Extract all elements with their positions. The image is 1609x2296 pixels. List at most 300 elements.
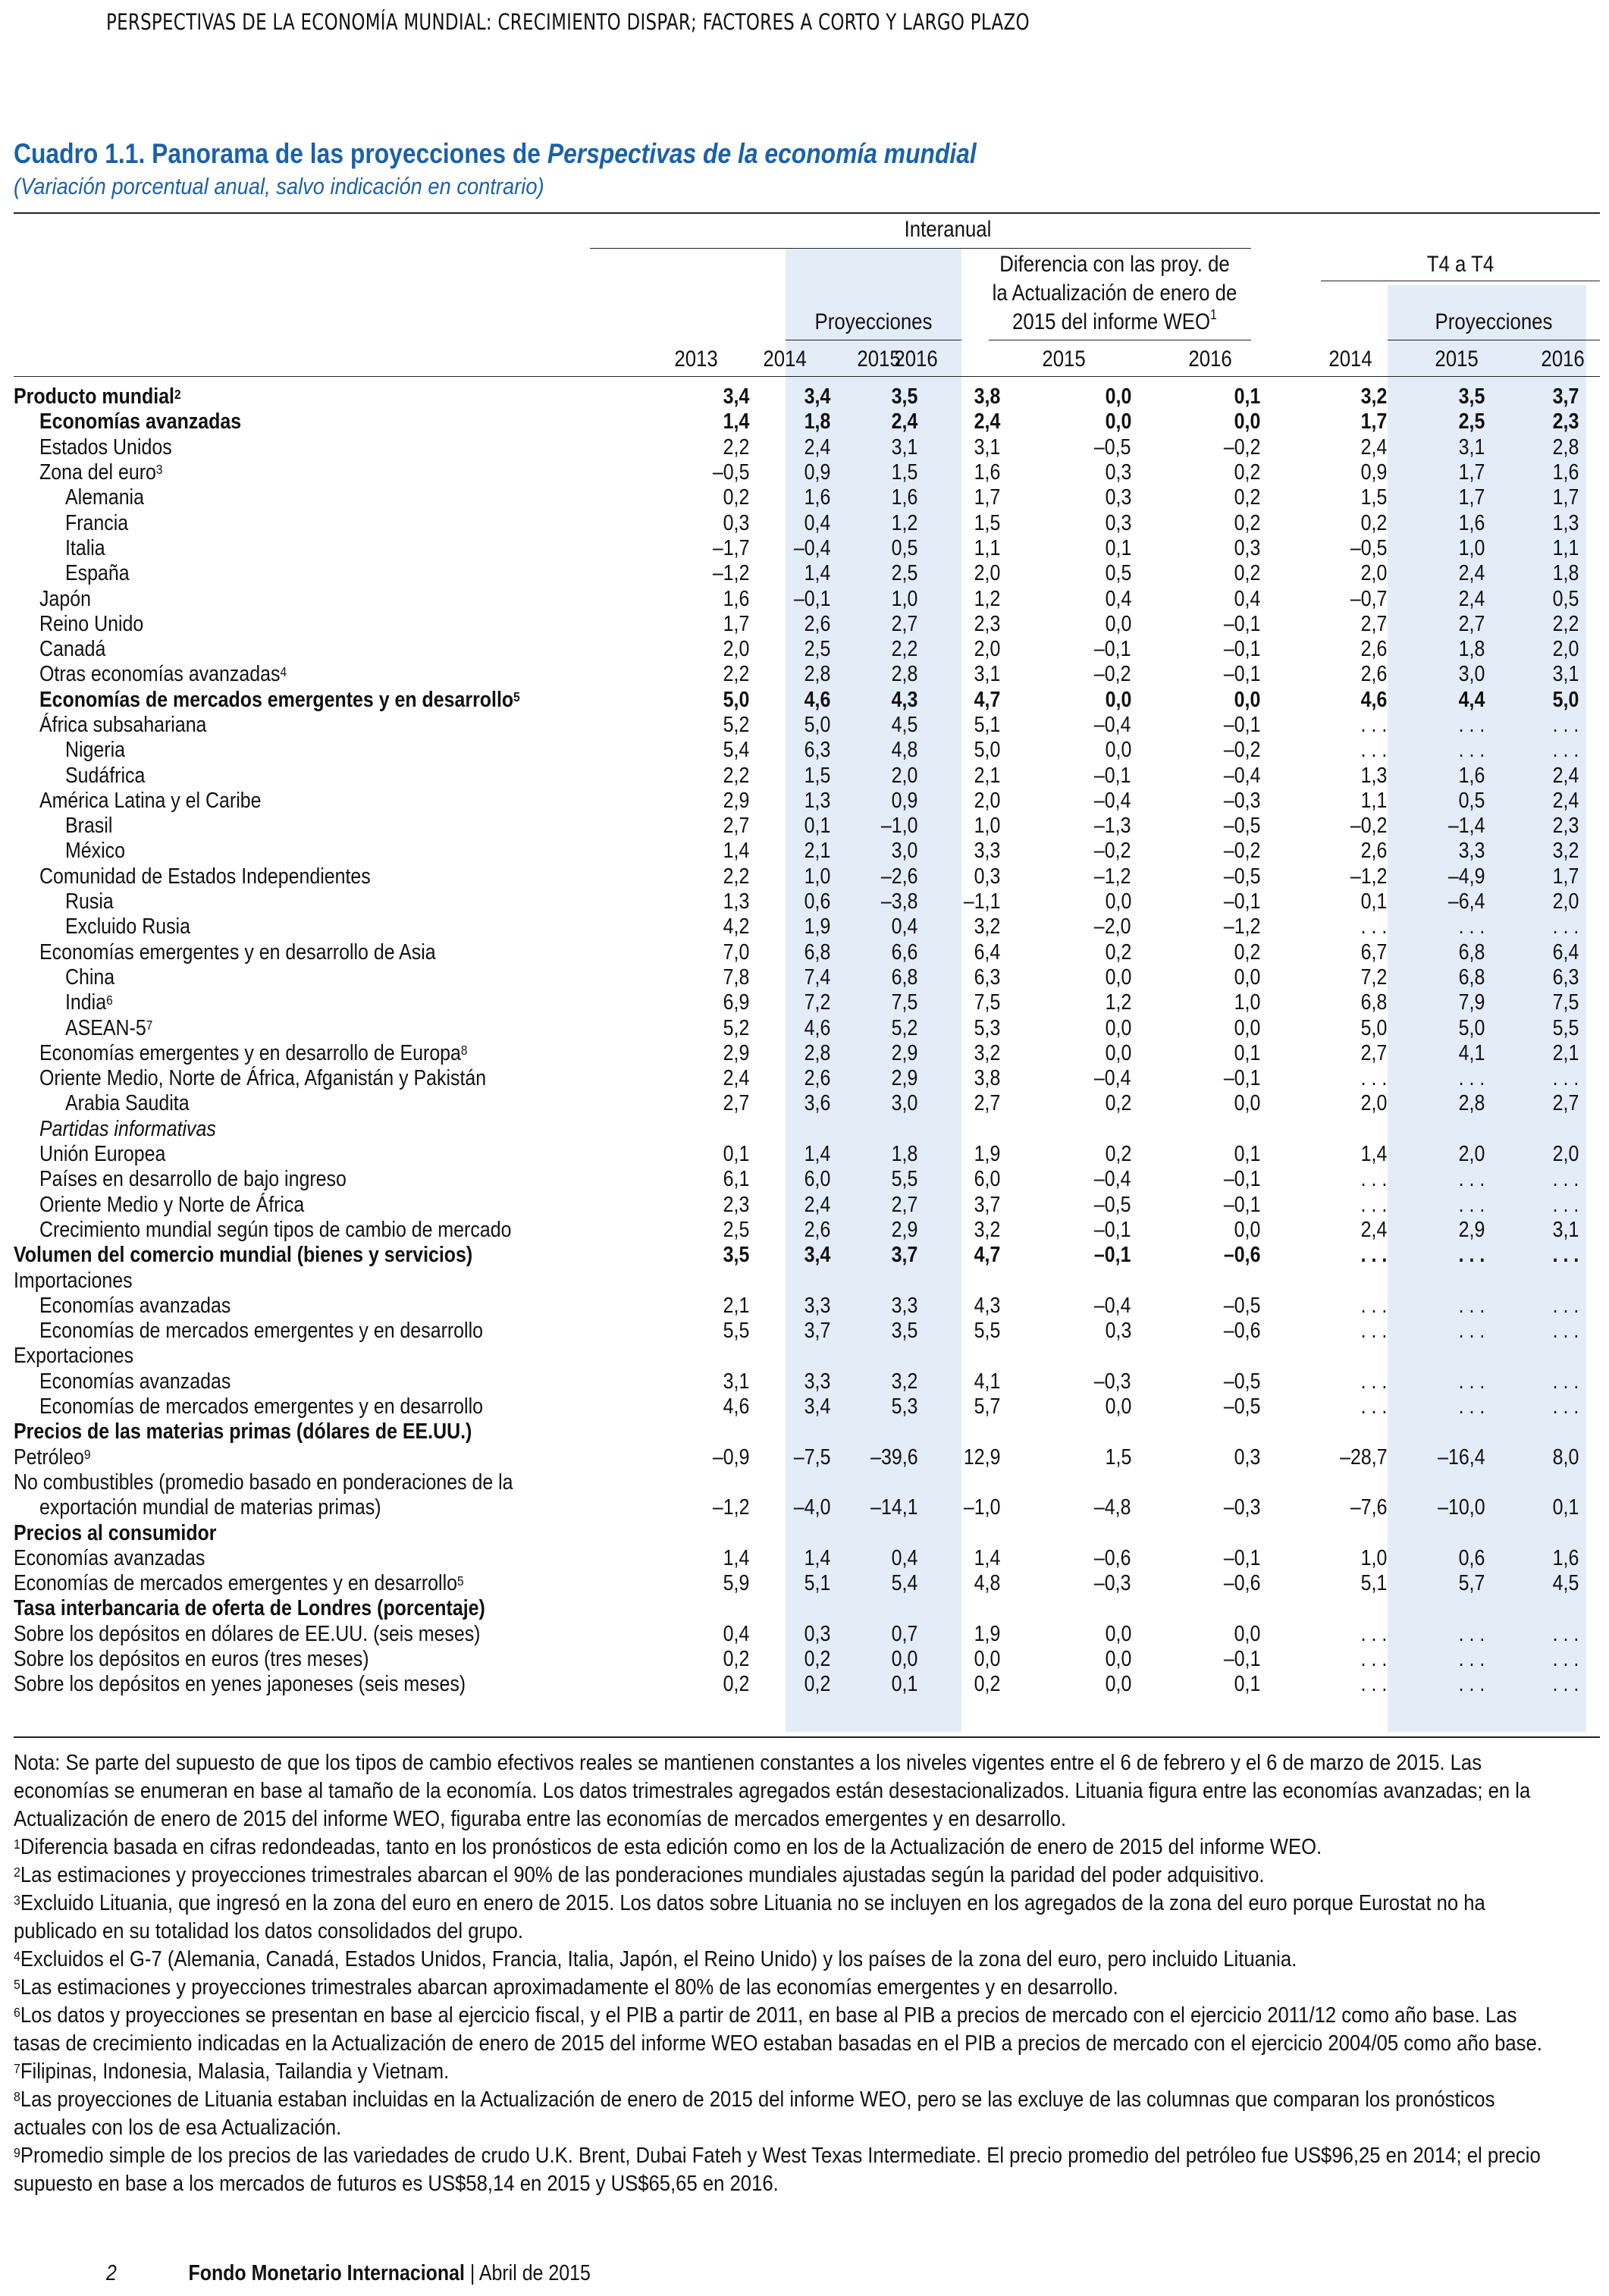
- cell-text: 3,5: [892, 1319, 918, 1344]
- cell-value: [1261, 1571, 1388, 1596]
- cell-value: [749, 713, 830, 738]
- row-label: [14, 1419, 622, 1444]
- cell-text: 3,0: [892, 1091, 918, 1116]
- cell-value: [1001, 435, 1131, 460]
- cell-text: –0,1: [1224, 611, 1261, 636]
- footnote-number: 7: [14, 2061, 20, 2077]
- cell-text: 1,5: [974, 510, 1001, 535]
- cell-value: [1387, 460, 1485, 485]
- header-t4: T4 a T4: [1426, 252, 1495, 277]
- cell-text: 2,0: [1552, 637, 1579, 662]
- footnote-number: 1: [14, 1836, 20, 1852]
- cell-value: [1131, 1571, 1261, 1596]
- cell-text: 4,8: [974, 1571, 1001, 1596]
- cell-text: 3,7: [892, 1243, 918, 1268]
- footnote-text: Los datos y proyecciones se presentan en base al ejercicio fiscal, y el PIB a partir de 2011, en base al PIB a precios de mercado con el ejercicio 2011/12 como año base. Las tasas de crecimiento indicadas en la Actualización de enero de 2015 del informe WEO estaban basadas en el PIB a precios de mercado con el ejercicio 2004/05 como año base.: [14, 2003, 1542, 2056]
- cell-text: 5,0: [1458, 1015, 1485, 1040]
- cell-value: [918, 1091, 1001, 1116]
- footnote-text: Excluidos el G-7 (Alemania, Canadá, Estados Unidos, Francia, Italia, Japón, el Reino Unido) y los países de la zona del euro, pero incluido Lituania.: [20, 1947, 1297, 1971]
- cell-value: [1131, 990, 1261, 1015]
- cell-value: [1387, 662, 1485, 687]
- cell-text: 6,8: [1458, 965, 1485, 990]
- cell-value: [1001, 789, 1131, 814]
- cell-value: [1131, 864, 1261, 889]
- cell-text: 7,8: [723, 965, 750, 990]
- cell-text: 0,0: [1105, 1621, 1131, 1646]
- rule-top: [14, 212, 1600, 214]
- cell-text: 2,4: [1552, 763, 1579, 788]
- row-label-text: exportación mundial de materias primas): [39, 1495, 381, 1520]
- row-label-text: China: [65, 965, 115, 990]
- cell-value: [1261, 940, 1388, 965]
- table-row: [14, 1117, 1579, 1142]
- year-2015-diff: 2015: [1042, 347, 1086, 372]
- cell-text: 2,2: [723, 662, 750, 687]
- cell-text: 2,4: [723, 1066, 750, 1091]
- cell-value: [830, 738, 918, 763]
- cell-value: [1001, 662, 1131, 687]
- cell-value: [749, 1015, 830, 1040]
- cell-value: [1131, 1142, 1261, 1167]
- cell-text: 2,9: [723, 1040, 750, 1065]
- cell-text: . . .: [1458, 1621, 1485, 1646]
- cell-text: 2,2: [1552, 611, 1579, 636]
- cell-value: [749, 1444, 830, 1470]
- cell-value: [1001, 914, 1131, 939]
- cell-value: [1261, 561, 1388, 586]
- cell-value: [1261, 485, 1388, 510]
- header-diff-line2: la Actualización de enero de: [992, 281, 1237, 306]
- row-label: [14, 1596, 622, 1621]
- footnote: [14, 1946, 1564, 1974]
- cell-value: [830, 384, 918, 409]
- cell-text: 2,0: [974, 788, 1001, 813]
- row-label-text: Precios al consumidor: [14, 1520, 217, 1545]
- cell-text: . . .: [1458, 1192, 1485, 1217]
- cell-text: –1,2: [1094, 864, 1131, 889]
- cell-value: [1261, 1444, 1388, 1470]
- cell-text: 1,6: [1458, 510, 1485, 535]
- cell-value: [1001, 1444, 1131, 1470]
- cell-text: 2,1: [1552, 1040, 1579, 1065]
- cell-value: [622, 1218, 749, 1243]
- footnote-number: 3: [14, 1893, 20, 1909]
- cell-text: . . .: [1552, 1243, 1579, 1268]
- cell-text: –0,5: [1224, 1293, 1261, 1318]
- cell-text: 0,3: [1234, 1444, 1261, 1470]
- cell-value: [1485, 1622, 1579, 1647]
- cell-text: . . .: [1458, 1646, 1485, 1671]
- cell-text: 3,4: [804, 384, 831, 409]
- cell-text: . . .: [1360, 1243, 1388, 1268]
- cell-value: [1131, 1167, 1261, 1192]
- cell-value: [1387, 1672, 1485, 1697]
- cell-text: –0,3: [1094, 1369, 1131, 1394]
- table-row: [14, 789, 1579, 814]
- cell-value: [830, 536, 918, 561]
- cell-value: [1131, 688, 1261, 713]
- year-2014: 2014: [763, 347, 807, 372]
- cell-text: 1,8: [1552, 561, 1579, 586]
- cell-value: [1131, 1117, 1261, 1142]
- cell-value: [1387, 839, 1485, 864]
- cell-value: [1131, 1041, 1261, 1066]
- cell-text: . . .: [1458, 1293, 1485, 1318]
- cell-value: [1001, 1294, 1131, 1319]
- footnote: [14, 2086, 1564, 2142]
- header-diff-line3-text: 2015 del informe WEO: [1012, 309, 1211, 334]
- cell-value: [1387, 1117, 1485, 1142]
- cell-value: [1387, 789, 1485, 814]
- cell-text: 2,3: [1552, 409, 1579, 434]
- cell-value: [1485, 510, 1579, 535]
- cell-value: [1485, 789, 1579, 814]
- cell-value: [1001, 1344, 1131, 1369]
- cell-value: [622, 1546, 749, 1571]
- cell-value: [749, 1066, 830, 1091]
- cell-value: [622, 789, 749, 814]
- row-label: [14, 637, 622, 662]
- row-label-text: Sobre los depósitos en euros (tres meses): [14, 1646, 369, 1671]
- cell-value: [1001, 1419, 1131, 1444]
- cell-text: –0,5: [1094, 434, 1131, 460]
- cell-value: [1485, 688, 1579, 713]
- row-footnote-ref: 5: [457, 1573, 464, 1589]
- cell-value: [1131, 586, 1261, 611]
- cell-value: [1261, 1268, 1388, 1293]
- running-head: PERSPECTIVAS DE LA ECONOMÍA MUNDIAL: CRECIMIENTO DISPAR; FACTORES A CORTO Y LARGO PLAZO: [106, 9, 1030, 35]
- cell-value: [830, 839, 918, 864]
- row-footnote-ref: 3: [155, 462, 163, 478]
- cell-value: [622, 713, 749, 738]
- cell-text: 2,6: [804, 611, 831, 636]
- cell-text: 1,6: [1552, 460, 1579, 485]
- cell-value: [918, 763, 1001, 788]
- row-label: [14, 1546, 622, 1571]
- cell-text: 0,0: [1234, 687, 1261, 712]
- cell-value: [830, 1015, 918, 1040]
- cell-text: 7,5: [974, 990, 1001, 1015]
- cell-value: [918, 839, 1001, 864]
- cell-text: 1,7: [723, 611, 750, 636]
- cell-text: 0,2: [1234, 939, 1261, 965]
- cell-text: 0,0: [1105, 965, 1131, 990]
- row-footnote-ref: 7: [146, 1017, 153, 1033]
- cell-value: [918, 637, 1001, 662]
- cell-value: [1131, 662, 1261, 687]
- row-label: [14, 1495, 622, 1520]
- cell-value: [830, 1672, 918, 1697]
- cell-text: –1,2: [1224, 914, 1261, 939]
- footnote-text: Filipinas, Indonesia, Malasia, Tailandia y Vietnam.: [20, 2059, 450, 2084]
- cell-value: [1387, 1344, 1485, 1369]
- cell-value: [1001, 940, 1131, 965]
- cell-value: [749, 1344, 830, 1369]
- cell-value: [1261, 1117, 1388, 1142]
- cell-value: [1387, 1167, 1485, 1192]
- cell-value: [1131, 1218, 1261, 1243]
- cell-value: [1001, 536, 1131, 561]
- cell-value: [622, 561, 749, 586]
- cell-text: –0,6: [1224, 1243, 1261, 1268]
- cell-text: 3,4: [804, 1243, 831, 1268]
- row-label-text: Reino Unido: [39, 611, 144, 636]
- row-label-text: Sobre los depósitos en yenes japoneses (seis meses): [14, 1672, 466, 1697]
- table-row: [14, 839, 1579, 864]
- cell-text: –0,1: [1094, 763, 1131, 788]
- cell-value: [1131, 1546, 1261, 1571]
- cell-value: [918, 612, 1001, 637]
- cell-value: [1001, 1117, 1131, 1142]
- cell-text: 0,3: [974, 864, 1001, 889]
- cell-value: [622, 1243, 749, 1268]
- cell-value: [622, 940, 749, 965]
- cell-value: [1485, 1369, 1579, 1394]
- cell-value: [830, 1596, 918, 1621]
- cell-value: [918, 1319, 1001, 1344]
- cell-value: [1261, 1066, 1388, 1091]
- cell-value: [1261, 612, 1388, 637]
- cell-value: [622, 1444, 749, 1470]
- cell-text: 4,4: [1458, 687, 1485, 712]
- cell-text: 6,3: [804, 738, 831, 763]
- cell-text: 2,0: [1552, 1142, 1579, 1167]
- cell-value: [1387, 510, 1485, 535]
- table-row: [14, 1294, 1579, 1319]
- cell-text: 6,9: [723, 990, 750, 1015]
- table-row: [14, 1495, 1579, 1520]
- cell-value: [749, 1167, 830, 1192]
- cell-text: . . .: [1552, 1672, 1579, 1697]
- row-label: [14, 1142, 622, 1167]
- table-row: [14, 864, 1579, 889]
- cell-text: 0,3: [723, 510, 750, 535]
- cell-text: 2,6: [804, 1066, 831, 1091]
- row-label: [14, 1193, 622, 1218]
- cell-value: [622, 612, 749, 637]
- row-label: [14, 409, 622, 434]
- cell-text: 0,0: [1105, 384, 1131, 409]
- cell-text: 2,1: [804, 839, 831, 864]
- cell-value: [749, 1142, 830, 1167]
- cell-value: [1485, 1319, 1579, 1344]
- cell-value: [1001, 1520, 1131, 1545]
- cell-text: . . .: [1360, 1192, 1388, 1217]
- cell-text: 2,3: [974, 611, 1001, 636]
- cell-value: [622, 889, 749, 914]
- cell-text: 0,5: [1105, 561, 1131, 586]
- row-label-text: Canadá: [39, 637, 106, 662]
- cell-value: [1261, 1647, 1388, 1672]
- cell-value: [1261, 1243, 1388, 1268]
- cell-value: [1001, 1091, 1131, 1116]
- cell-value: [1261, 789, 1388, 814]
- cell-value: [1485, 1647, 1579, 1672]
- cell-text: 6,8: [892, 965, 918, 990]
- cell-text: . . .: [1552, 1167, 1579, 1192]
- header-diff-sup: 1: [1210, 306, 1217, 323]
- table-row: [14, 713, 1579, 738]
- cell-value: [1001, 1015, 1131, 1040]
- cell-text: 0,0: [974, 1646, 1001, 1671]
- cell-value: [1387, 914, 1485, 939]
- cell-text: 0,6: [804, 889, 831, 914]
- cell-text: 2,8: [1552, 434, 1579, 460]
- cell-text: –2,0: [1094, 914, 1131, 939]
- cell-text: 2,3: [1552, 814, 1579, 839]
- cell-text: . . .: [1360, 1066, 1388, 1091]
- cell-text: 2,0: [1360, 561, 1388, 586]
- cell-text: 4,7: [974, 1243, 1001, 1268]
- cell-value: [1001, 1193, 1131, 1218]
- cell-value: [1001, 738, 1131, 763]
- cell-text: –0,4: [1094, 1293, 1131, 1318]
- cell-value: [622, 1193, 749, 1218]
- row-footnote-ref: 6: [106, 992, 113, 1008]
- cell-value: [1131, 914, 1261, 939]
- cell-value: [1001, 1167, 1131, 1192]
- cell-value: [1001, 561, 1131, 586]
- cell-value: [1261, 1394, 1388, 1419]
- cell-value: [830, 763, 918, 788]
- cell-text: –2,6: [881, 864, 918, 889]
- row-label-text: Crecimiento mundial según tipos de cambio de mercado: [39, 1217, 512, 1242]
- cell-value: [1001, 1672, 1131, 1697]
- cell-text: 0,2: [723, 1646, 750, 1671]
- table-row: [14, 637, 1579, 662]
- cell-text: 5,4: [723, 738, 750, 763]
- cell-value: [622, 384, 749, 409]
- cell-text: 1,9: [974, 1142, 1001, 1167]
- table-row: [14, 940, 1579, 965]
- cell-value: [1485, 384, 1579, 409]
- cell-value: [1261, 1294, 1388, 1319]
- cell-value: [749, 814, 830, 839]
- cell-value: [749, 1243, 830, 1268]
- cell-value: [1261, 586, 1388, 611]
- cell-value: [622, 1091, 749, 1116]
- cell-text: –1,0: [881, 814, 918, 839]
- cell-value: [1261, 1596, 1388, 1621]
- cell-value: [1261, 1495, 1388, 1520]
- row-label-text: Francia: [65, 510, 129, 535]
- cell-text: 1,2: [892, 510, 918, 535]
- row-label-text: Economías de mercados emergentes y en desarrollo: [39, 1394, 484, 1419]
- cell-text: 7,2: [804, 990, 831, 1015]
- cell-value: [1485, 1015, 1579, 1040]
- cell-value: [830, 965, 918, 990]
- cell-value: [1261, 460, 1388, 485]
- cell-text: –0,3: [1094, 1571, 1131, 1596]
- cell-value: [1387, 409, 1485, 434]
- cell-value: [830, 1117, 918, 1142]
- cell-text: 0,2: [1105, 939, 1131, 965]
- cell-value: [1387, 1470, 1485, 1495]
- cell-text: 3,3: [804, 1369, 831, 1394]
- cell-text: 3,1: [1458, 434, 1485, 460]
- cell-text: 1,4: [723, 839, 750, 864]
- cell-value: [1387, 1218, 1485, 1243]
- row-footnote-ref: 5: [513, 689, 520, 705]
- cell-value: [1387, 1596, 1485, 1621]
- cell-value: [749, 1294, 830, 1319]
- table-row: [14, 1647, 1579, 1672]
- cell-text: 0,0: [1105, 1672, 1131, 1697]
- cell-text: 6,3: [974, 965, 1001, 990]
- cell-value: [1387, 1394, 1485, 1419]
- cell-value: [830, 1369, 918, 1394]
- row-label-text: Economías avanzadas: [39, 1293, 231, 1318]
- cell-text: 1,4: [723, 409, 750, 434]
- cell-value: [622, 864, 749, 889]
- cell-value: [622, 1495, 749, 1520]
- cell-value: [918, 561, 1001, 586]
- cell-text: . . .: [1360, 1319, 1388, 1344]
- cell-text: 2,7: [1552, 1091, 1579, 1116]
- cell-text: 4,6: [804, 687, 831, 712]
- cell-value: [1261, 384, 1388, 409]
- cell-text: –0,1: [1224, 1066, 1261, 1091]
- row-label-text: Economías avanzadas: [39, 409, 242, 434]
- cell-text: 1,3: [1552, 510, 1579, 535]
- cell-value: [1485, 1117, 1579, 1142]
- cell-value: [749, 864, 830, 889]
- cell-value: [622, 1319, 749, 1344]
- year-2013: 2013: [674, 347, 718, 372]
- cell-value: [830, 1647, 918, 1672]
- cell-text: 3,3: [1458, 839, 1485, 864]
- cell-value: [918, 1066, 1001, 1091]
- cell-text: 1,6: [892, 485, 918, 510]
- cell-text: –0,2: [1350, 814, 1388, 839]
- cell-text: 2,7: [974, 1091, 1001, 1116]
- cell-text: . . .: [1552, 1192, 1579, 1217]
- cell-text: 2,9: [892, 1066, 918, 1091]
- cell-value: [918, 1571, 1001, 1596]
- row-label: [14, 940, 622, 965]
- cell-value: [1261, 409, 1388, 434]
- row-label-text: Japón: [39, 586, 91, 611]
- cell-text: 3,2: [1552, 839, 1579, 864]
- row-label-text: Nigeria: [65, 738, 126, 763]
- cell-text: –1,3: [1094, 814, 1131, 839]
- cell-text: 0,2: [1234, 510, 1261, 535]
- cell-text: 4,6: [1360, 687, 1388, 712]
- cell-value: [1001, 1394, 1131, 1419]
- cell-text: 7,5: [892, 990, 918, 1015]
- cell-text: 0,2: [723, 485, 750, 510]
- row-label: [14, 814, 622, 839]
- cell-text: 2,2: [723, 763, 750, 788]
- cell-text: 5,0: [974, 738, 1001, 763]
- page-number: 2: [106, 2261, 117, 2285]
- cell-value: [622, 1167, 749, 1192]
- cell-value: [918, 485, 1001, 510]
- cell-value: [1261, 662, 1388, 687]
- cell-value: [1485, 1672, 1579, 1697]
- cell-value: [622, 1142, 749, 1167]
- cell-text: –6,4: [1447, 889, 1485, 914]
- cell-text: –0,5: [1224, 1369, 1261, 1394]
- cell-text: 3,8: [974, 1066, 1001, 1091]
- cell-text: 0,6: [1458, 1545, 1485, 1570]
- cell-value: [1131, 1193, 1261, 1218]
- footnotes: [14, 1749, 1564, 2198]
- cell-text: 1,9: [804, 914, 831, 939]
- cell-text: 1,5: [804, 763, 831, 788]
- cell-text: –0,1: [1224, 713, 1261, 737]
- table-row: [14, 1622, 1579, 1647]
